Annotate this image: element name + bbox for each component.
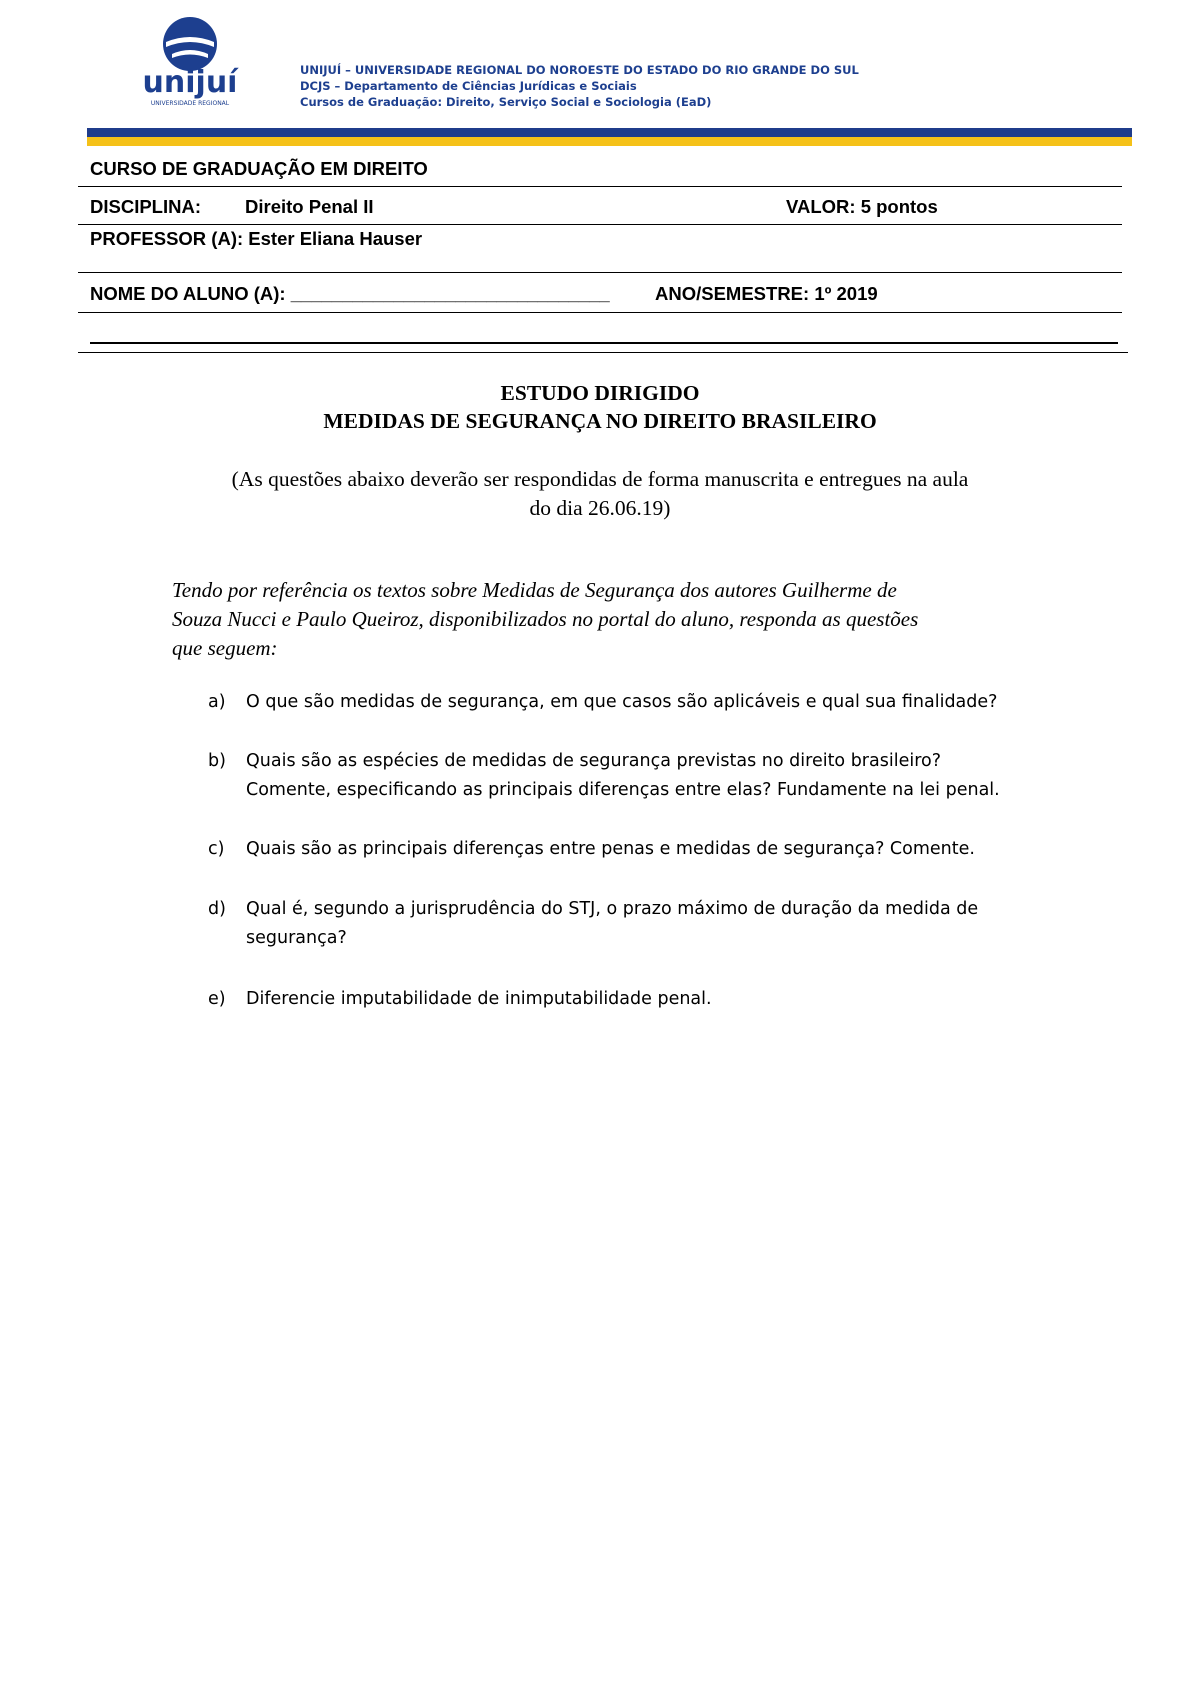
question-d — [208, 895, 1048, 953]
question-text: Qual é, segundo a jurisprudência do STJ, o prazo máximo de duração da medida de — [246, 899, 979, 919]
header-band-blue — [87, 128, 1132, 137]
question-label: b) — [208, 751, 226, 771]
question-text: Quais são as principais diferenças entre penas e medidas de segurança? Comente. — [246, 839, 975, 859]
document-subtitle: MEDIDAS DE SEGURANÇA NO DIREITO BRASILEIRO — [323, 409, 877, 433]
unijui-logo — [120, 14, 260, 108]
question-label: c) — [208, 839, 225, 859]
unijui-logo-icon — [120, 14, 260, 108]
semester-label: ANO/SEMESTRE: — [655, 283, 810, 304]
semester-value: 1º 2019 — [814, 283, 878, 304]
courses-line: Cursos de Graduação: Direito, Serviço Social e Sociologia (EaD) — [300, 95, 712, 109]
semester-field — [655, 283, 878, 305]
student-label: NOME DO ALUNO (A): — [90, 283, 286, 304]
question-text: Comente, especificando as principais diferenças entre elas? Fundamente na lei penal. — [246, 780, 1000, 800]
value-field — [786, 196, 938, 218]
question-label: e) — [208, 989, 226, 1009]
institution-name: UNIJUÍ – UNIVERSIDADE REGIONAL DO NOROESTE DO ESTADO DO RIO GRANDE DO SUL — [300, 63, 859, 77]
divider — [78, 186, 1122, 187]
student-name-blank[interactable]: _______________________________ — [290, 283, 610, 304]
question-label: a) — [208, 692, 226, 712]
document-title: ESTUDO DIRIGIDO — [500, 381, 700, 405]
logo-tagline: UNIVERSIDADE REGIONAL — [150, 100, 230, 107]
divider — [78, 312, 1122, 313]
intro-line: Tendo por referência os textos sobre Medidas de Segurança dos autores Guilherme de — [172, 578, 897, 602]
instruction-line: (As questões abaixo deverão ser respondidas de forma manuscrita e entregues na aula — [231, 467, 969, 491]
value-label: VALOR: — [786, 196, 856, 217]
instruction-line: do dia 26.06.19) — [529, 496, 671, 520]
professor-value: Ester Eliana Hauser — [248, 228, 423, 249]
divider — [78, 272, 1122, 273]
question-c — [208, 835, 1048, 864]
value-value: 5 pontos — [860, 196, 938, 217]
header-band-yellow — [87, 137, 1132, 146]
question-text: Diferencie imputabilidade de inimputabilidade penal. — [246, 989, 712, 1009]
question-text: O que são medidas de segurança, em que casos são aplicáveis e qual sua finalidade? — [246, 692, 998, 712]
intro-line: Souza Nucci e Paulo Queiroz, disponibilizados no portal do aluno, responda as questões — [172, 607, 919, 631]
logo-wordmark: unijuí — [142, 65, 238, 100]
course-title: CURSO DE GRADUAÇÃO EM DIREITO — [90, 158, 428, 179]
question-text: Quais são as espécies de medidas de segurança previstas no direito brasileiro? — [246, 751, 942, 771]
question-b — [208, 747, 1048, 805]
question-text: segurança? — [246, 928, 347, 948]
question-a — [208, 688, 1048, 717]
divider — [78, 352, 1128, 353]
question-e — [208, 985, 1048, 1014]
professor-label: PROFESSOR (A): — [90, 228, 244, 249]
student-field — [90, 283, 610, 305]
department-name: DCJS – Departamento de Ciências Jurídicas e Sociais — [300, 79, 637, 93]
discipline-label: DISCIPLINA: — [90, 196, 201, 217]
divider — [78, 224, 1122, 225]
question-label: d) — [208, 899, 226, 919]
professor-field — [90, 228, 422, 250]
institution-block — [300, 62, 859, 110]
blank-answer-line — [90, 342, 1118, 344]
discipline-value: Direito Penal II — [245, 196, 374, 217]
intro-line: que seguem: — [172, 636, 278, 660]
